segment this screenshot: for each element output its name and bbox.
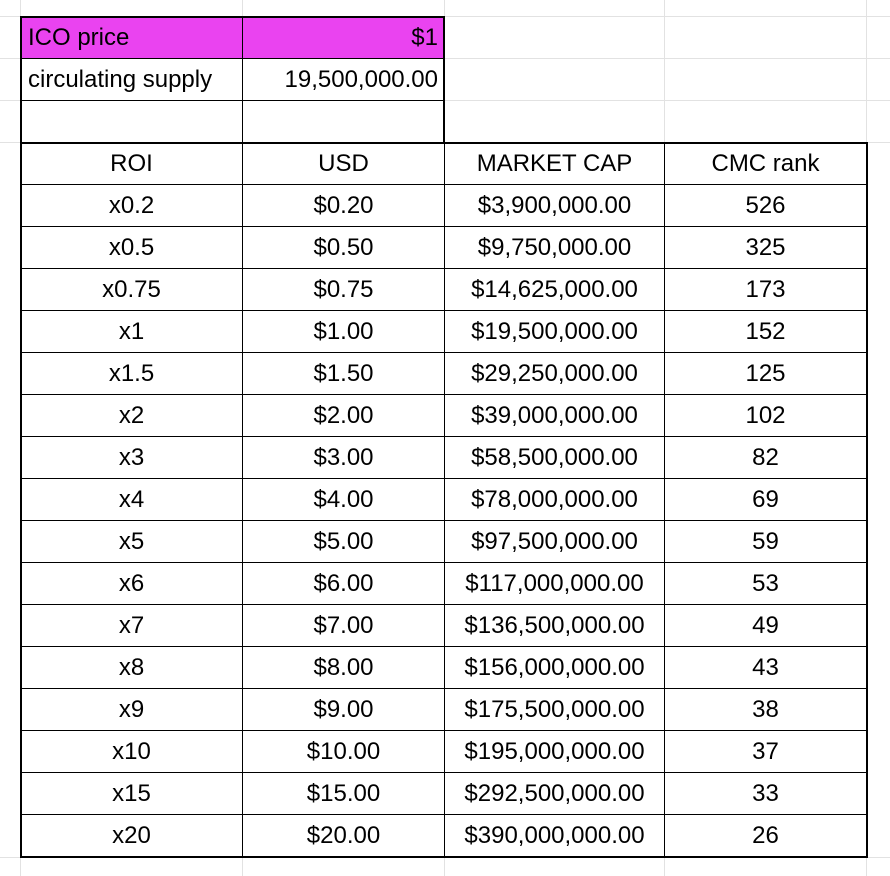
cell-value: x5 <box>118 528 145 555</box>
cell-value: $14,625,000.00 <box>471 276 638 303</box>
column-header-cmc-rank[interactable] <box>665 143 866 185</box>
column-header-label: ROI <box>110 150 153 177</box>
cell-value: $9,750,000.00 <box>477 234 632 261</box>
border-line <box>20 16 445 18</box>
cell-cmc-rank[interactable] <box>665 563 866 605</box>
cell-value: $390,000,000.00 <box>464 822 645 849</box>
cell-market-cap[interactable] <box>445 185 664 227</box>
border-line <box>20 58 445 59</box>
cell-value: $58,500,000.00 <box>471 444 638 471</box>
cell-value: 59 <box>752 528 779 555</box>
cell-value: $136,500,000.00 <box>464 612 645 639</box>
cell-value: $6.00 <box>313 570 374 597</box>
cell-value: x4 <box>118 486 145 513</box>
cell-value: $97,500,000.00 <box>471 528 638 555</box>
cell-value: $3,900,000.00 <box>477 192 632 219</box>
cell-cmc-rank[interactable] <box>665 773 866 815</box>
cell-roi[interactable] <box>21 689 242 731</box>
cell-usd[interactable] <box>243 437 444 479</box>
cell-roi[interactable] <box>21 647 242 689</box>
cell-cmc-rank[interactable] <box>665 647 866 689</box>
cell-roi[interactable] <box>21 437 242 479</box>
cell-value: $0.20 <box>313 192 374 219</box>
cell-value: $195,000,000.00 <box>464 738 645 765</box>
ico-price-label: ICO price <box>28 23 130 51</box>
column-header-roi[interactable] <box>21 143 242 185</box>
cell-usd[interactable] <box>243 185 444 227</box>
cell-usd[interactable] <box>243 479 444 521</box>
cell-value: $1.50 <box>313 360 374 387</box>
cell-cmc-rank[interactable] <box>665 521 866 563</box>
cell-value: x2 <box>118 402 145 429</box>
cell-value: 173 <box>745 276 786 303</box>
column-header-label: MARKET CAP <box>476 150 633 177</box>
border-line <box>443 16 445 143</box>
cell-value: $4.00 <box>313 486 374 513</box>
border-line <box>664 142 665 858</box>
circulating-supply-value: 19,500,000.00 <box>284 65 438 93</box>
border-line <box>242 142 243 858</box>
cell-market-cap[interactable] <box>445 395 664 437</box>
cell-value: $117,000,000.00 <box>465 570 644 597</box>
cell-value: 82 <box>752 444 779 471</box>
cell-value: 152 <box>745 318 786 345</box>
cell-market-cap[interactable] <box>445 227 664 269</box>
cell-market-cap[interactable] <box>445 773 664 815</box>
ico-price-value-cell[interactable] <box>243 17 444 58</box>
cell-value: 526 <box>745 192 786 219</box>
cell-value: $9.00 <box>313 696 374 723</box>
cell-value: $7.00 <box>313 612 374 639</box>
cell-value: 43 <box>752 654 779 681</box>
cell-cmc-rank[interactable] <box>665 605 866 647</box>
cell-usd[interactable] <box>243 395 444 437</box>
cell-cmc-rank[interactable] <box>665 689 866 731</box>
cell-usd[interactable] <box>243 731 444 773</box>
border-line <box>866 142 868 858</box>
cell-value: $175,500,000.00 <box>464 696 645 723</box>
cell-cmc-rank[interactable] <box>665 395 866 437</box>
cell-value: x0.2 <box>108 192 155 219</box>
cell-value: 33 <box>752 780 779 807</box>
cell-market-cap[interactable] <box>445 521 664 563</box>
cell-market-cap[interactable] <box>445 437 664 479</box>
column-header-label: USD <box>318 150 369 177</box>
cell-value: $292,500,000.00 <box>464 780 645 807</box>
cell-market-cap[interactable] <box>445 815 664 857</box>
cell-value: x1.5 <box>108 360 155 387</box>
cell-roi[interactable] <box>21 311 242 353</box>
cell-usd[interactable] <box>243 605 444 647</box>
cell-value: x0.5 <box>108 234 155 261</box>
cell-value: $156,000,000.00 <box>464 654 645 681</box>
cell-usd[interactable] <box>243 269 444 311</box>
cell-roi[interactable] <box>21 521 242 563</box>
cell-market-cap[interactable] <box>445 563 664 605</box>
cell-value: x10 <box>112 738 151 765</box>
cell-value: $5.00 <box>313 528 374 555</box>
cell-usd[interactable] <box>243 311 444 353</box>
cell-value: $8.00 <box>313 654 374 681</box>
cell-usd[interactable] <box>243 227 444 269</box>
cell-roi[interactable] <box>21 563 242 605</box>
cell-cmc-rank[interactable] <box>665 185 866 227</box>
cell-market-cap[interactable] <box>445 689 664 731</box>
cell-value: x8 <box>118 654 145 681</box>
cell-value: $15.00 <box>306 780 381 807</box>
border-line <box>20 100 445 101</box>
column-header-market-cap[interactable] <box>445 143 664 185</box>
cell-market-cap[interactable] <box>445 353 664 395</box>
cell-roi[interactable] <box>21 185 242 227</box>
cell-cmc-rank[interactable] <box>665 353 866 395</box>
cell-roi[interactable] <box>21 479 242 521</box>
cell-value: 53 <box>752 570 779 597</box>
cell-cmc-rank[interactable] <box>665 437 866 479</box>
cell-value: 125 <box>745 360 786 387</box>
cell-value: $10.00 <box>306 738 381 765</box>
cell-value: 69 <box>752 486 779 513</box>
cell-usd[interactable] <box>243 647 444 689</box>
cell-roi[interactable] <box>21 395 242 437</box>
cell-usd[interactable] <box>243 689 444 731</box>
cell-usd[interactable] <box>243 353 444 395</box>
cell-value: x3 <box>118 444 145 471</box>
cell-value: x20 <box>112 822 151 849</box>
cell-value: $1.00 <box>313 318 374 345</box>
cell-value: $3.00 <box>313 444 374 471</box>
cell-value: $0.50 <box>313 234 374 261</box>
cell-roi[interactable] <box>21 815 242 857</box>
empty-cell[interactable] <box>243 101 444 142</box>
cell-roi[interactable] <box>21 269 242 311</box>
circulating-supply-value-cell[interactable] <box>243 59 444 100</box>
cell-roi[interactable] <box>21 731 242 773</box>
cell-value: 102 <box>745 402 786 429</box>
empty-cell[interactable] <box>21 101 242 142</box>
cell-market-cap[interactable] <box>445 269 664 311</box>
cell-value: 38 <box>752 696 779 723</box>
cell-value: 325 <box>745 234 786 261</box>
cell-cmc-rank[interactable] <box>665 269 866 311</box>
cell-usd[interactable] <box>243 521 444 563</box>
cell-value: $29,250,000.00 <box>471 360 638 387</box>
border-line <box>20 16 22 143</box>
cell-value: x1 <box>118 318 145 345</box>
cell-value: 49 <box>752 612 779 639</box>
cell-cmc-rank[interactable] <box>665 731 866 773</box>
ico-price-label-cell[interactable] <box>21 17 242 58</box>
cell-usd[interactable] <box>243 815 444 857</box>
cell-roi[interactable] <box>21 353 242 395</box>
border-line <box>444 142 445 858</box>
cell-market-cap[interactable] <box>445 647 664 689</box>
cell-cmc-rank[interactable] <box>665 227 866 269</box>
cell-usd[interactable] <box>243 773 444 815</box>
cell-value: x15 <box>112 780 151 807</box>
cell-market-cap[interactable] <box>445 731 664 773</box>
cell-value: x9 <box>118 696 145 723</box>
border-line <box>20 142 22 858</box>
circulating-supply-label: circulating supply <box>28 65 213 93</box>
cell-market-cap[interactable] <box>445 479 664 521</box>
circulating-supply-label-cell[interactable] <box>21 59 242 100</box>
cell-value: x7 <box>118 612 145 639</box>
cell-roi[interactable] <box>21 773 242 815</box>
cell-cmc-rank[interactable] <box>665 815 866 857</box>
cell-roi[interactable] <box>21 605 242 647</box>
ico-price-value: $1 <box>411 23 438 51</box>
cell-value: $2.00 <box>313 402 374 429</box>
cell-roi[interactable] <box>21 227 242 269</box>
cell-value: x6 <box>118 570 145 597</box>
cell-value: 37 <box>752 738 779 765</box>
border-line <box>242 16 243 143</box>
cell-cmc-rank[interactable] <box>665 479 866 521</box>
cell-market-cap[interactable] <box>445 605 664 647</box>
cell-cmc-rank[interactable] <box>665 311 866 353</box>
column-header-usd[interactable] <box>243 143 444 185</box>
cell-usd[interactable] <box>243 563 444 605</box>
cell-market-cap[interactable] <box>445 311 664 353</box>
cell-value: $19,500,000.00 <box>471 318 638 345</box>
cell-value: x0.75 <box>102 276 161 303</box>
cell-value: 26 <box>752 822 779 849</box>
cell-value: $0.75 <box>313 276 374 303</box>
cell-value: $78,000,000.00 <box>471 486 638 513</box>
cell-value: $39,000,000.00 <box>471 402 638 429</box>
column-header-label: CMC rank <box>711 150 820 177</box>
cell-value: $20.00 <box>306 822 381 849</box>
